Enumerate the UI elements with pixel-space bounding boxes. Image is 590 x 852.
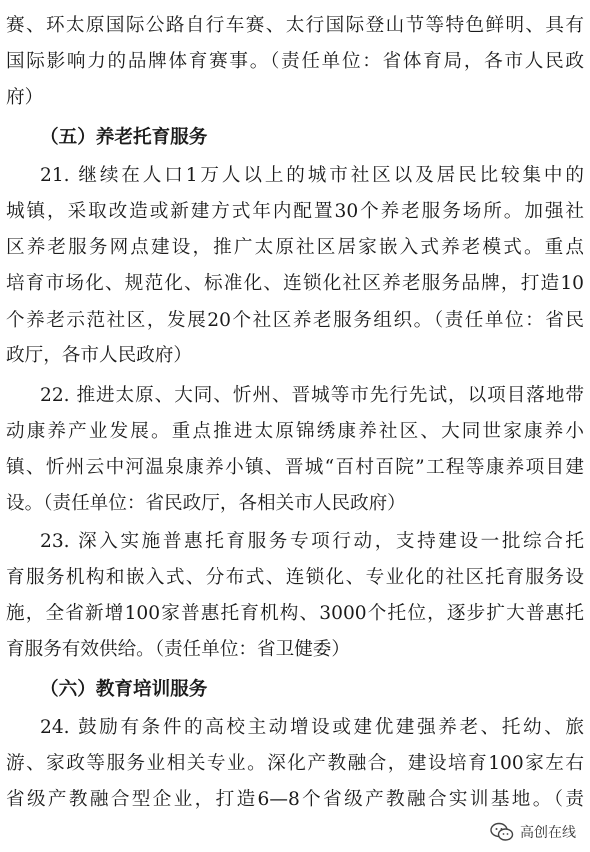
text-line: 个养老示范社区，发展20个社区养老服务组织。（责任单位：省民: [6, 310, 584, 331]
section-heading: （五）养老托育服务: [40, 127, 208, 148]
text-line: 动康养产业发展。重点推进太原锦绣康养社区、大同世家康养小: [6, 421, 584, 442]
text-line: 区养老服务网点建设，推广太原社区居家嵌入式养老模式。重点: [6, 237, 584, 258]
watermark-text: 高创在线: [520, 825, 576, 841]
text-line: 府）: [6, 87, 44, 108]
watermark: [490, 820, 576, 844]
text-line: 赛、环太原国际公路自行车赛、太行国际登山节等特色鲜明、具有: [6, 15, 584, 36]
text-line: 培育市场化、规范化、标准化、连锁化社区养老服务品牌，打造10: [6, 273, 584, 294]
text-line: 游、家政等服务业相关专业。深化产教融合，建设培育100家左右: [6, 753, 584, 774]
text-line: 育服务有效供给。（责任单位：省卫健委）: [6, 639, 350, 660]
text-line: 政厅，各市人民政府）: [6, 345, 192, 366]
wechat-official-account-icon: [490, 821, 514, 843]
text-line: 22. 推进太原、大同、忻州、晋城等市先行先试，以项目落地带: [40, 385, 584, 406]
text-line: 城镇，采取改造或新建方式年内配置30个养老服务场所。加强社: [6, 201, 584, 222]
text-line: 设。（责任单位：省民政厅，各相关市人民政府）: [6, 493, 406, 514]
text-line: 省级产教融合型企业，打造6—8个省级产教融合实训基地。（责: [6, 789, 584, 810]
section-heading: （六）教育培训服务: [40, 679, 208, 700]
text-line: 国际影响力的品牌体育赛事。（责任单位：省体育局，各市人民政: [6, 51, 584, 72]
text-line: 施，全省新增100家普惠托育机构、3000个托位，逐步扩大普惠托: [6, 603, 584, 624]
text-line: 24. 鼓励有条件的高校主动增设或建优建强养老、托幼、旅: [40, 717, 584, 738]
text-line: 21. 继续在人口1万人以上的城市社区以及居民比较集中的: [40, 165, 584, 186]
text-line: 23. 深入实施普惠托育服务专项行动，支持建设一批综合托: [40, 531, 584, 552]
text-line: 育服务机构和嵌入式、分布式、连锁化、专业化的社区托育服务设: [6, 567, 584, 588]
text-line: 镇、忻州云中河温泉康养小镇、晋城“百村百院”工程等康养项目建: [6, 457, 584, 478]
